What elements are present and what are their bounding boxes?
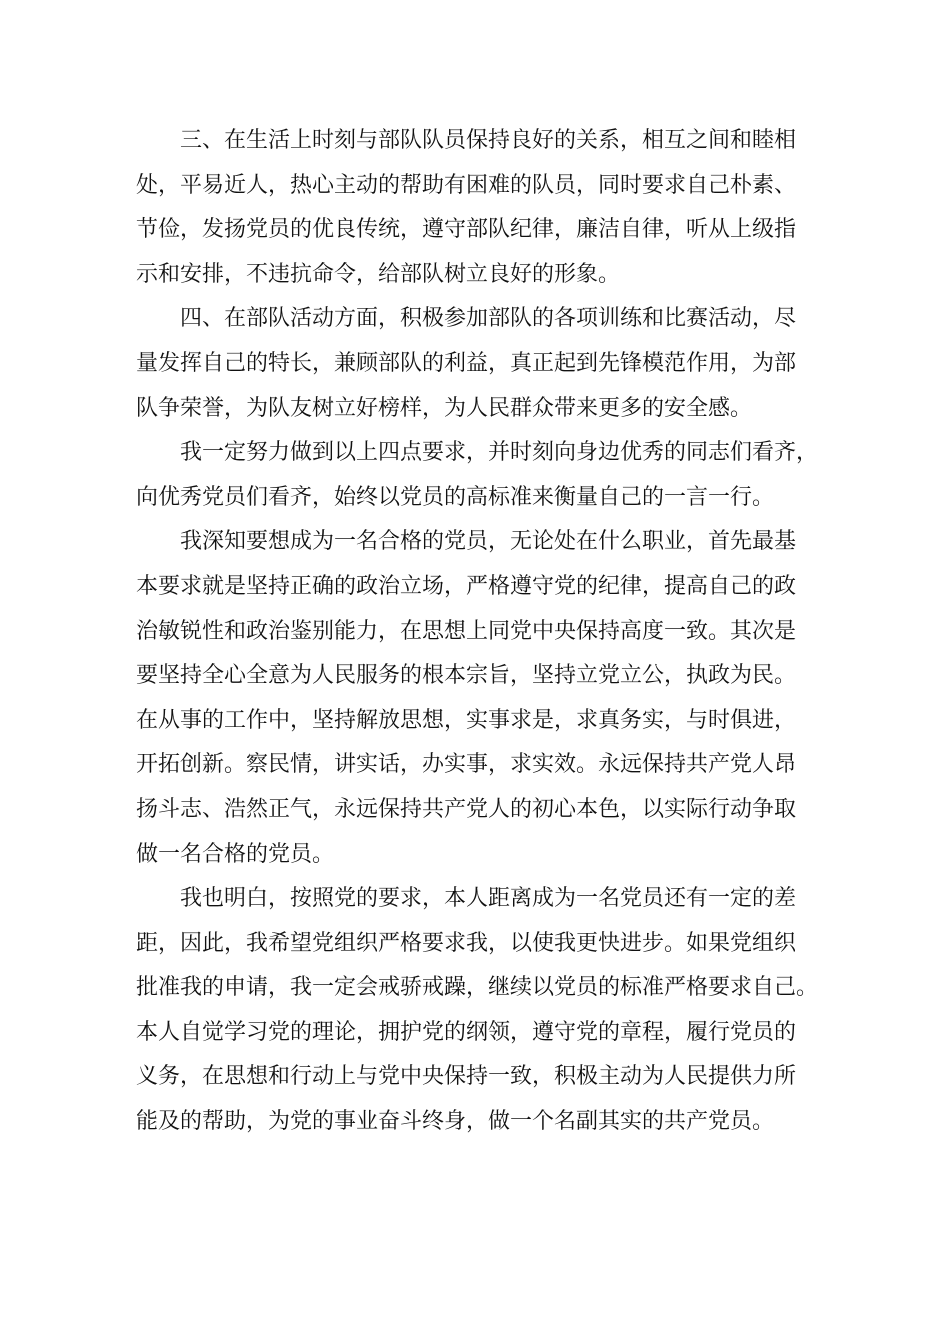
text-line: 量发挥自己的特长，兼顾部队的利益，真正起到先锋模范作用，为部: [136, 350, 797, 376]
text-line: 在从事的工作中，坚持解放思想，实事求是，求真务实，与时俱进，: [136, 707, 797, 733]
paragraph-commitment: [136, 431, 819, 520]
text-line: 治敏锐性和政治鉴别能力，在思想上同党中央保持高度一致。其次是: [136, 618, 797, 644]
text-line: 示和安排，不违抗命令，给部队树立良好的形象。: [136, 261, 621, 287]
text-line: 扬斗志、浩然正气，永远保持共产党人的初心本色，以实际行动争取: [136, 796, 797, 822]
text-line: 本人自觉学习党的理论，拥护党的纲领，遵守党的章程，履行党员的: [136, 1019, 797, 1045]
text-line: 我也明白，按照党的要求，本人距离成为一名党员还有一定的差: [180, 886, 797, 912]
text-line: 队争荣誉，为队友树立好榜样，为人民群众带来更多的安全感。: [136, 395, 753, 421]
text-line: 节俭，发扬党员的优良传统，遵守部队纪律，廉洁自律，听从上级指: [136, 217, 797, 243]
paragraph-conclusion: [136, 877, 819, 1145]
paragraph-4: [136, 297, 816, 431]
text-line: 我深知要想成为一名合格的党员，无论处在什么职业，首先最基: [180, 529, 797, 555]
text-line: 批准我的申请，我一定会戒骄戒躁，继续以党员的标准严格要求自己。: [136, 975, 819, 1001]
text-line: 本要求就是坚持正确的政治立场，严格遵守党的纪律，提高自己的政: [136, 573, 797, 599]
text-line: 距，因此，我希望党组织严格要求我，以使我更快进步。如果党组织: [136, 930, 797, 956]
text-line: 义务，在思想和行动上与党中央保持一致，积极主动为人民提供力所: [136, 1064, 797, 1090]
text-line: 向优秀党员们看齐，始终以党员的高标准来衡量自己的一言一行。: [136, 484, 775, 510]
document-body: [136, 119, 819, 1145]
text-line: 处，平易近人，热心主动的帮助有困难的队员，同时要求自己朴素、: [136, 172, 797, 198]
paragraph-understanding: [136, 520, 816, 877]
text-line: 开拓创新。察民情，讲实话，办实事，求实效。永远保持共产党人昂: [136, 752, 797, 778]
paragraph-3: [136, 119, 816, 297]
text-line: 四、在部队活动方面，积极参加部队的各项训练和比赛活动，尽: [180, 306, 797, 332]
text-line: 我一定努力做到以上四点要求，并时刻向身边优秀的同志们看齐，: [180, 440, 819, 466]
text-line: 要坚持全心全意为人民服务的根本宗旨，坚持立党立公，执政为民。: [136, 663, 797, 689]
text-line: 做一名合格的党员。: [136, 841, 335, 867]
text-line: 能及的帮助，为党的事业奋斗终身，做一个名副其实的共产党员。: [136, 1109, 775, 1135]
text-line: 三、在生活上时刻与部队队员保持良好的关系，相互之间和睦相: [180, 128, 797, 153]
